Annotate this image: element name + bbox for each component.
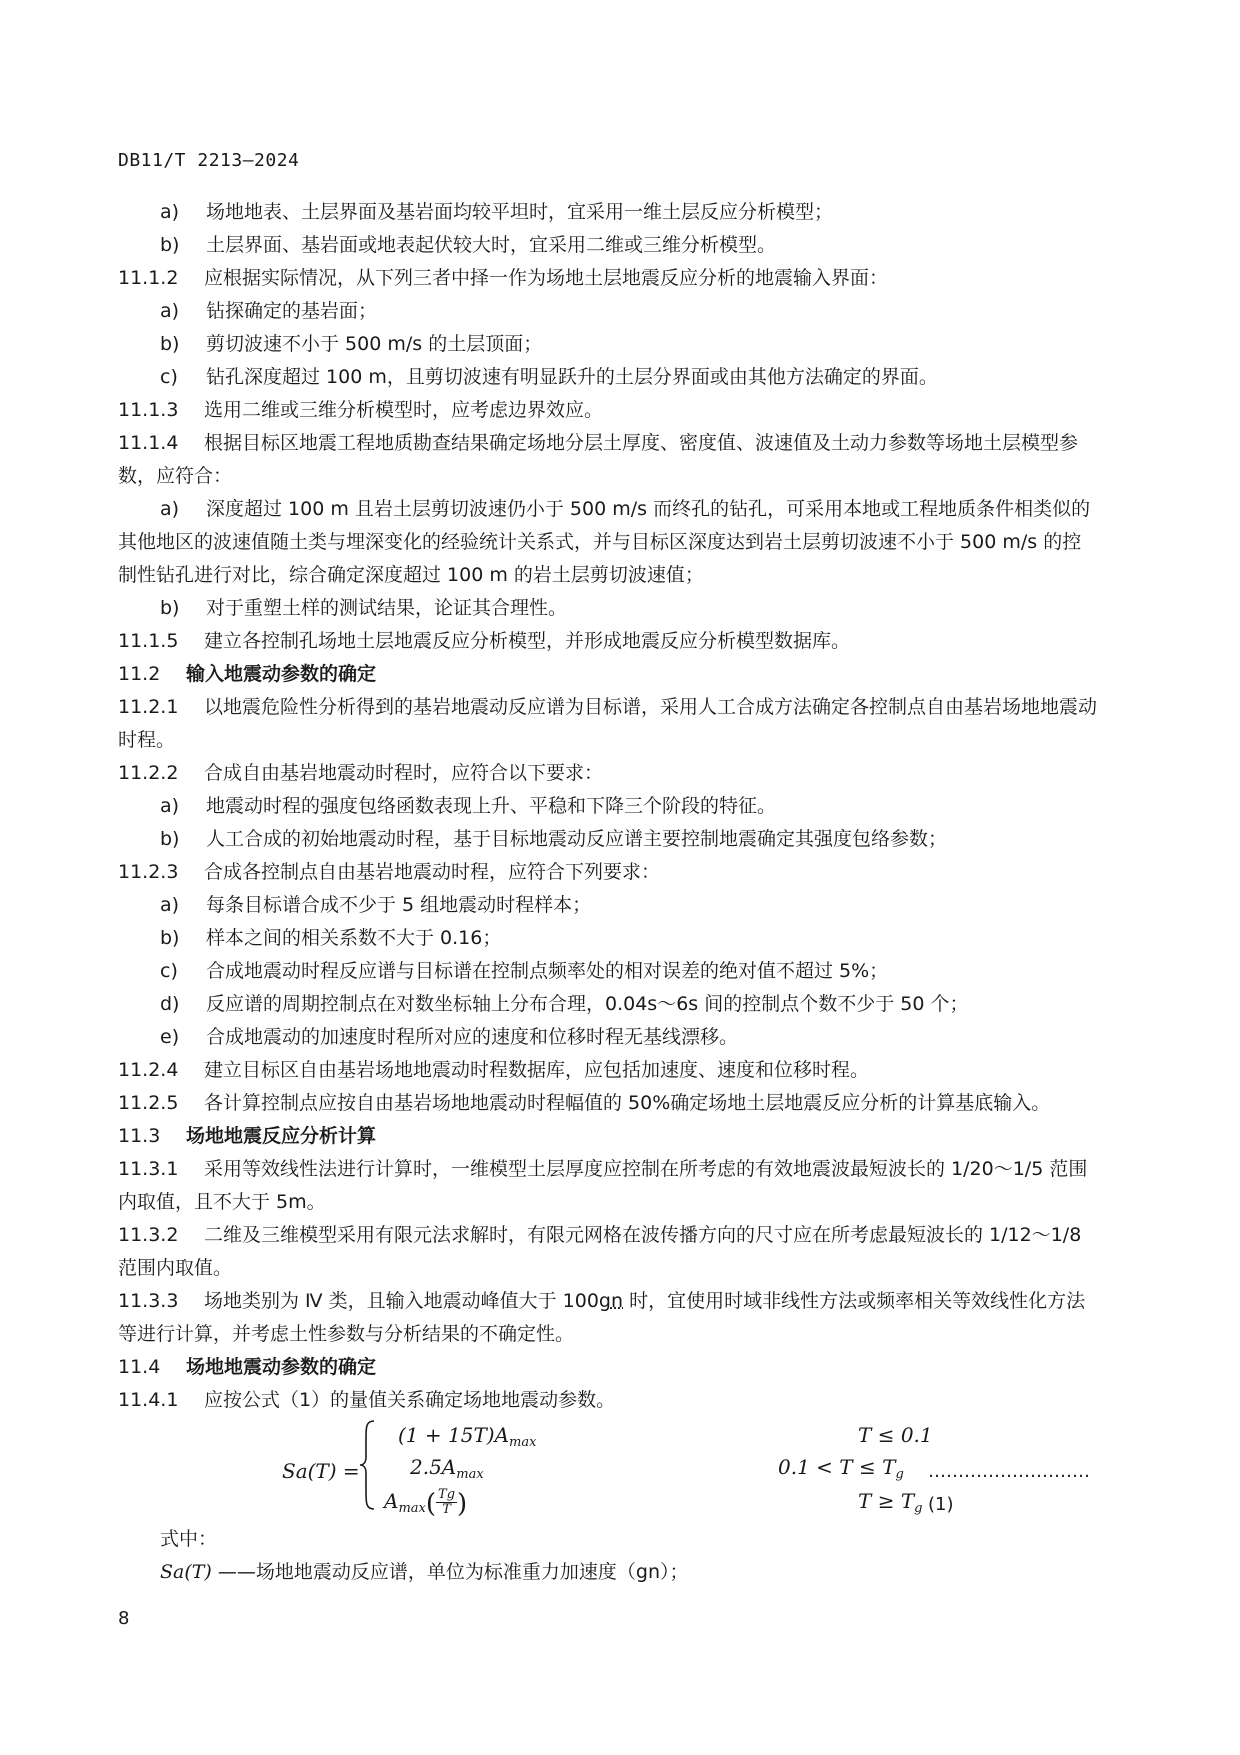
item-text: 对于重塑土样的测试结果，论证其合理性。 [206, 597, 568, 619]
list-item [118, 229, 1098, 262]
equation-number: ……………………… (1) [928, 1461, 1090, 1515]
item-label: c) [160, 366, 178, 388]
document-code: DB11/T 2213—2024 [118, 150, 300, 171]
clause-text: 各计算控制点应按自由基岩场地地震动时程幅值的 50%确定场地土层地震反应分析的计算基底输入。 [204, 1092, 1051, 1114]
clause-text: 建立目标区自由基岩场地地震动时程数据库，应包括加速度、速度和位移时程。 [204, 1059, 870, 1081]
item-label: e) [160, 1026, 180, 1048]
list-item [118, 493, 1098, 592]
clause-text-before: 场地类别为 Ⅳ 类，且输入地震动峰值大于 100g [204, 1290, 611, 1312]
list-item [118, 592, 1098, 625]
item-label: d) [160, 993, 180, 1015]
clause-number: 11.1.3 [118, 399, 179, 421]
clause-11-1-4 [118, 427, 1098, 493]
case-sub: max [398, 1501, 426, 1516]
clause-text: 建立各控制孔场地土层地震反应分析模型，并形成地震反应分析模型数据库。 [204, 630, 851, 652]
page-number: 8 [118, 1608, 130, 1629]
item-text: 合成地震动时程反应谱与目标谱在控制点频率处的相对误差的绝对值不超过 5%； [206, 960, 889, 982]
item-text: 深度超过 100 m 且岩土层剪切波速仍小于 500 m/s 而终孔的钻孔，可采用本地或工程地质条件相类似的其他地区的波速值随土类与埋深变化的经验统计关系式，并与目标区深度达到岩土层剪切波速不小于 500 m/s 的控制性钻孔进行对比，综合确定深度超过 100 m 的岩土层剪切波速值； [118, 498, 1091, 586]
item-text: 每条目标谱合成不少于 5 组地震动时程样本； [206, 894, 592, 916]
item-label: b) [160, 333, 180, 355]
clause-text: 合成各控制点自由基岩地震动时程，应符合下列要求： [204, 861, 661, 883]
item-label: a) [160, 498, 180, 520]
clause-text: 应按公式（1）的量值关系确定场地地震动参数。 [204, 1389, 616, 1411]
formula-cond-1: T ≤ 0.1 [858, 1423, 933, 1447]
list-item [118, 1021, 1098, 1054]
clause-11-2-4 [118, 1054, 1098, 1087]
item-label: b) [160, 597, 180, 619]
clause-text: 采用等效线性法进行计算时，一维模型土层厚度应控制在所考虑的有效地震波最短波长的 1/20～1/5 范围内取值，且不大于 5m。 [118, 1158, 1088, 1213]
variable-symbol: Sa(T) [160, 1561, 212, 1583]
clause-11-3-3 [118, 1285, 1098, 1351]
list-item [118, 988, 1098, 1021]
item-text: 场地地表、土层界面及基岩面均较平坦时，宜采用一维土层反应分析模型； [206, 201, 834, 223]
list-item [118, 361, 1098, 394]
formula-case-3: $A_{max}$( $\frac{Tg}{T}$ ) [384, 1487, 468, 1519]
list-item [118, 328, 1098, 361]
item-label: a) [160, 894, 180, 916]
item-label: b) [160, 234, 180, 256]
cond-sub: g [914, 1501, 923, 1516]
section-number: 11.2 [118, 663, 161, 685]
clause-11-2-5 [118, 1087, 1098, 1120]
list-item [118, 955, 1098, 988]
variable-description: ——场地地震动反应谱，单位为标准重力加速度（gn）； [211, 1561, 689, 1583]
clause-text-dotted: n [610, 1290, 624, 1312]
section-title: 场地地震动参数的确定 [186, 1356, 377, 1378]
case-expr: (1 + 15T)A [398, 1423, 510, 1447]
cond-text: 0.1 < T ≤ T [778, 1455, 896, 1479]
cond-sub: g [895, 1467, 904, 1482]
cond-text: T ≥ T [858, 1489, 915, 1513]
clause-11-4-1 [118, 1384, 1098, 1417]
clause-11-2-3 [118, 856, 1098, 889]
clause-number: 11.1.2 [118, 267, 179, 289]
list-item [118, 922, 1098, 955]
clause-text: 选用二维或三维分析模型时，应考虑边界效应。 [204, 399, 604, 421]
list-item [118, 295, 1098, 328]
formula-lhs: Sa(T) = [282, 1459, 360, 1483]
clause-text: 合成自由基岩地震动时程时，应符合以下要求： [204, 762, 604, 784]
item-text: 钻探确定的基岩面； [206, 300, 378, 322]
clause-number: 11.3.3 [118, 1290, 179, 1312]
fraction [436, 1488, 457, 1517]
list-item [118, 889, 1098, 922]
clause-number: 11.1.5 [118, 630, 179, 652]
item-label: b) [160, 927, 180, 949]
list-item [118, 823, 1098, 856]
formula-cond-3 [858, 1485, 922, 1525]
item-text: 地震动时程的强度包络函数表现上升、平稳和下降三个阶段的特征。 [206, 795, 777, 817]
section-heading-11-3 [118, 1120, 1098, 1153]
where-intro: 式中： [160, 1528, 218, 1550]
fraction-numerator: Tg [438, 1487, 456, 1502]
clause-number: 11.3.1 [118, 1158, 179, 1180]
where-definition [118, 1556, 1098, 1589]
section-number: 11.4 [118, 1356, 161, 1378]
item-text: 土层界面、基岩面或地表起伏较大时，宜采用二维或三维分析模型。 [206, 234, 777, 256]
clause-number: 11.4.1 [118, 1389, 179, 1411]
clause-number: 11.2.2 [118, 762, 179, 784]
fraction-denominator: T [442, 1502, 451, 1517]
section-heading-11-4 [118, 1351, 1098, 1384]
clause-number: 11.2.4 [118, 1059, 179, 1081]
clause-text: 应根据实际情况，从下列三者中择一作为场地土层地震反应分析的地震输入界面： [204, 267, 889, 289]
clause-number: 11.3.2 [118, 1224, 179, 1246]
list-item [118, 790, 1098, 823]
clause-text-after: 时，宜使用时域非线性方法或频率相关等效线性化方法等进行计算，并考虑土性参数与分析结果的不确定性。 [118, 1290, 1086, 1345]
item-text: 反应谱的周期控制点在对数坐标轴上分布合理，0.04s～6s 间的控制点个数不少于 50 个； [206, 993, 969, 1015]
left-brace-icon [358, 1419, 378, 1511]
clause-11-1-2 [118, 262, 1098, 295]
page-content [118, 196, 1098, 1589]
clause-11-2-2 [118, 757, 1098, 790]
item-label: a) [160, 201, 180, 223]
item-text: 人工合成的初始地震动时程，基于目标地震动反应谱主要控制地震确定其强度包络参数； [206, 828, 948, 850]
clause-number: 11.2.3 [118, 861, 179, 883]
clause-number: 11.2.1 [118, 696, 179, 718]
item-label: a) [160, 300, 180, 322]
section-title: 输入地震动参数的确定 [186, 663, 377, 685]
item-text: 剪切波速不小于 500 m/s 的土层顶面； [206, 333, 543, 355]
item-text: 钻孔深度超过 100 m，且剪切波速有明显跃升的土层分界面或由其他方法确定的界面。 [206, 366, 938, 388]
formula-1 [118, 1419, 1098, 1519]
clause-11-2-1 [118, 691, 1098, 757]
case-expr: A [384, 1489, 399, 1513]
item-label: b) [160, 828, 180, 850]
case-sub: max [509, 1435, 537, 1450]
clause-11-3-2 [118, 1219, 1098, 1285]
clause-text: 以地震危险性分析得到的基岩地震动反应谱为目标谱，采用人工合成方法确定各控制点自由基岩场地地震动时程。 [118, 696, 1098, 751]
item-label: c) [160, 960, 178, 982]
section-heading-11-2 [118, 658, 1098, 691]
list-item [118, 196, 1098, 229]
clause-11-1-3 [118, 394, 1098, 427]
section-number: 11.3 [118, 1125, 161, 1147]
clause-text: 根据目标区地震工程地质勘查结果确定场地分层土厚度、密度值、波速值及土动力参数等场地土层模型参数，应符合： [118, 432, 1079, 487]
section-title: 场地地震反应分析计算 [186, 1125, 377, 1147]
item-text: 合成地震动的加速度时程所对应的速度和位移时程无基线漂移。 [206, 1026, 739, 1048]
clause-11-1-5 [118, 625, 1098, 658]
item-label: a) [160, 795, 180, 817]
clause-number: 11.2.5 [118, 1092, 179, 1114]
case-sub: max [456, 1467, 484, 1482]
case-expr: 2.5A [410, 1455, 457, 1479]
item-text: 样本之间的相关系数不大于 0.16； [206, 927, 502, 949]
clause-number: 11.1.4 [118, 432, 179, 454]
clause-text: 二维及三维模型采用有限元法求解时，有限元网格在波传播方向的尺寸应在所考虑最短波长的 1/12～1/8 范围内取值。 [118, 1224, 1082, 1279]
clause-11-3-1 [118, 1153, 1098, 1219]
